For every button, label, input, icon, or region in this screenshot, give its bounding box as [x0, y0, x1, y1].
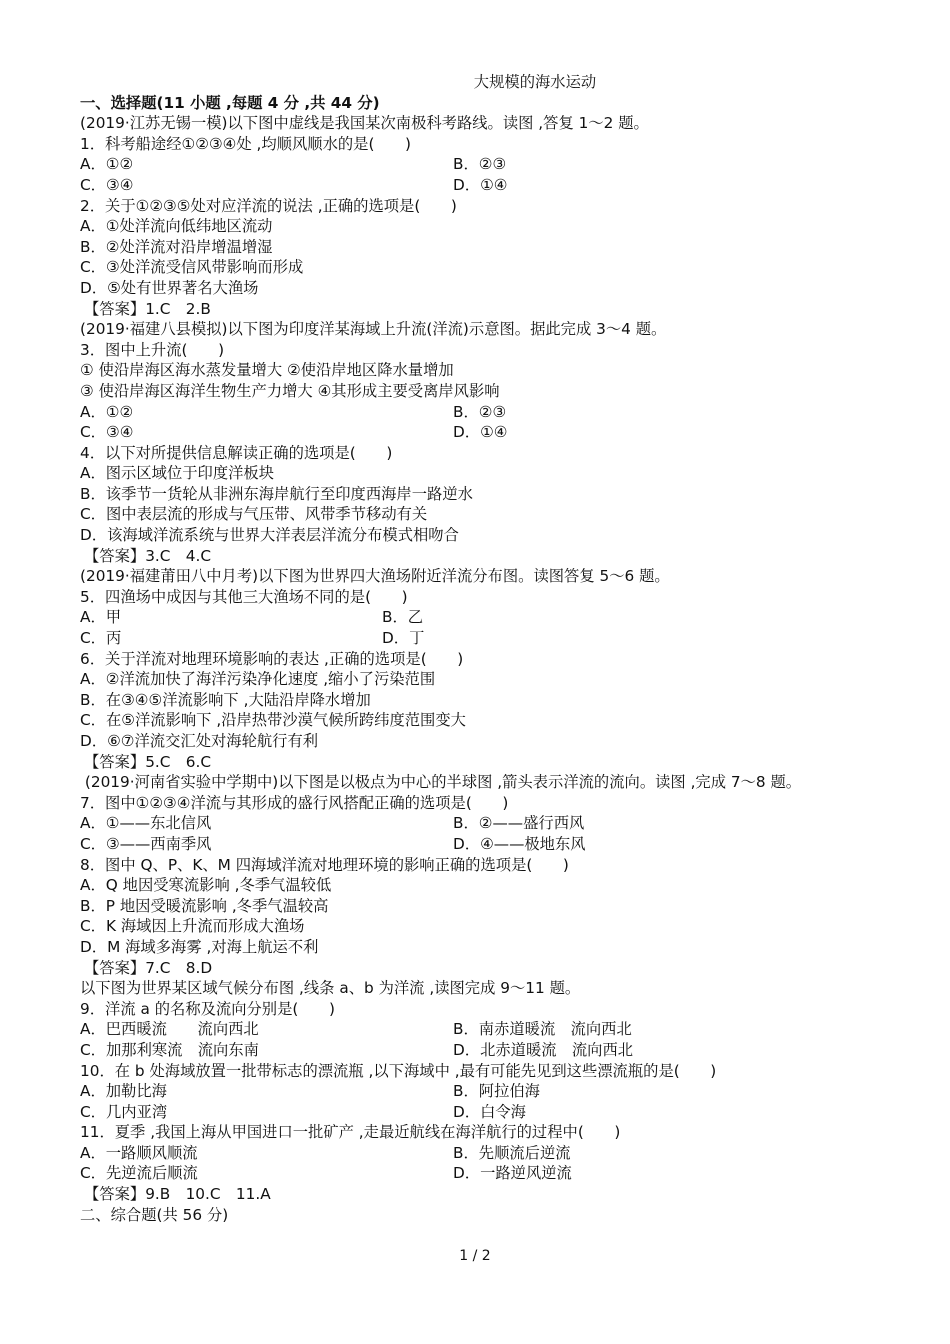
question-group-intro: 以下图为世界某区域气候分布图 ,线条 a、b 为洋流 ,读图完成 9～11 题。 — [80, 979, 581, 998]
option-row — [80, 402, 880, 423]
option-b: B．②——盛行西风 — [453, 814, 585, 833]
section-heading-comprehensive: 二、综合题(共 56 分) — [80, 1205, 229, 1224]
option-row — [80, 1163, 880, 1184]
question-stem: 5．四渔场中成因与其他三大渔场不同的是( ) — [80, 587, 408, 606]
option-d: D．北赤道暖流 流向西北 — [453, 1040, 634, 1059]
answer-line: 【答案】9.B 10.C 11.A — [84, 1185, 271, 1204]
option-c: C．③处洋流受信风带影响而形成 — [80, 258, 304, 277]
option-c: C．丙 — [80, 629, 122, 648]
question-group-intro: (2019·江苏无锡一模)以下图中虚线是我国某次南极科考路线。读图 ,答复 1～2 题。 — [80, 114, 649, 133]
option-a: A．Q 地因受寒流影响 ,冬季气温较低 — [80, 876, 332, 895]
question-stem: 11．夏季 ,我国上海从甲国进口一批矿产 ,走最近航线在海洋航行的过程中( ) — [80, 1123, 621, 1142]
option-a: A．①② — [80, 402, 134, 421]
question-group-intro: (2019·河南省实验中学期中)以下图是以极点为中心的半球图 ,箭头表示洋流的流向。读图 ,完成 7～8 题。 — [80, 773, 802, 792]
question-stem: 9．洋流 a 的名称及流向分别是( ) — [80, 999, 335, 1018]
option-a: A．加勒比海 — [80, 1082, 167, 1101]
page-number: 1 / 2 — [459, 1248, 491, 1264]
question-stem: 8．图中 Q、P、K、M 四海域洋流对地理环境的影响正确的选项是( ) — [80, 855, 569, 874]
question-stem: 10．在 b 处海域放置一批带标志的漂流瓶 ,以下海域中 ,最有可能先见到这些漂流瓶的是( ) — [80, 1061, 717, 1080]
answer-line: 【答案】5.C 6.C — [84, 752, 212, 771]
option-row — [80, 813, 880, 834]
option-d: D．④——极地东风 — [453, 834, 586, 853]
option-b: B．乙 — [382, 608, 424, 627]
answer-line: 【答案】3.C 4.C — [84, 546, 212, 565]
document-body — [80, 72, 880, 1225]
option-a: A．图示区域位于印度洋板块 — [80, 464, 275, 483]
question-stem: 1．科考船途经①②③④处 ,均顺风顺水的是( ) — [80, 134, 411, 153]
option-b: B．该季节一货轮从非洲东海岸航行至印度西海岸一路逆水 — [80, 484, 473, 503]
option-d: D．⑥⑦洋流交汇处对海轮航行有利 — [80, 732, 319, 750]
option-a: A．一路顺风顺流 — [80, 1143, 198, 1162]
option-d: D．①④ — [453, 175, 508, 194]
option-c: C．在⑤洋流影响下 ,沿岸热带沙漠气候所跨纬度范围变大 — [80, 711, 466, 730]
answer-line: 【答案】1.C 2.B — [84, 299, 211, 318]
option-row — [80, 628, 880, 649]
option-d: D．①④ — [453, 423, 508, 442]
question-stem: 2．关于①②③⑤处对应洋流的说法 ,正确的选项是( ) — [80, 196, 457, 215]
option-d: D．丁 — [382, 629, 425, 648]
option-c: C．几内亚湾 — [80, 1102, 168, 1121]
question-stem: 6．关于洋流对地理环境影响的表达 ,正确的选项是( ) — [80, 649, 464, 668]
option-d: D．该海域洋流系统与世界大洋表层洋流分布模式相吻合 — [80, 526, 459, 545]
option-c: C．K 海域因上升流而形成大渔场 — [80, 917, 305, 936]
question-stem: 4．以下对所提供信息解读正确的选项是( ) — [80, 443, 393, 462]
option-row — [80, 1040, 880, 1061]
option-row — [80, 1019, 880, 1040]
option-row — [80, 175, 880, 196]
option-a: A．②洋流加快了海洋污染净化速度 ,缩小了污染范围 — [80, 670, 436, 689]
option-a: A．甲 — [80, 608, 122, 627]
statement-list: ① 使沿岸海区海水蒸发量增大 ②使沿岸地区降水量增加 — [80, 361, 454, 380]
option-row — [80, 422, 880, 443]
option-c: C．先逆流后顺流 — [80, 1164, 198, 1183]
option-row — [80, 1102, 880, 1123]
option-row — [80, 1143, 880, 1164]
section-heading-choice: 一、选择题(11 小题 ,每题 4 分 ,共 44 分) — [80, 93, 380, 112]
option-b: B．先顺流后逆流 — [453, 1143, 571, 1162]
option-row — [80, 154, 880, 175]
option-b: B．②③ — [453, 155, 507, 174]
option-a: A．①——东北信风 — [80, 814, 212, 833]
option-c: C．图中表层流的形成与气压带、风带季节移动有关 — [80, 505, 428, 524]
option-c: C．③④ — [80, 175, 134, 194]
option-b: B．南赤道暖流 流向西北 — [453, 1020, 632, 1039]
option-d: D．一路逆风逆流 — [453, 1164, 572, 1183]
option-row — [80, 834, 880, 855]
question-stem: 7．图中①②③④洋流与其形成的盛行风搭配正确的选项是( ) — [80, 793, 509, 812]
option-d: D．⑤处有世界著名大渔场 — [80, 278, 259, 297]
page-title: 大规模的海水运动 — [473, 73, 597, 91]
option-a: A．巴西暖流 流向西北 — [80, 1020, 259, 1039]
option-a: A．①处洋流向低纬地区流动 — [80, 217, 273, 236]
option-b: B．②处洋流对沿岸增温增湿 — [80, 237, 273, 256]
option-b: B．阿拉伯海 — [453, 1082, 540, 1101]
option-a: A．①② — [80, 155, 134, 174]
option-b: B．P 地因受暖流影响 ,冬季气温较高 — [80, 896, 329, 915]
answer-line: 【答案】7.C 8.D — [84, 958, 213, 977]
option-b: B．在③④⑤洋流影响下 ,大陆沿岸降水增加 — [80, 690, 371, 709]
option-row — [80, 1081, 880, 1102]
option-d: D．白令海 — [453, 1102, 526, 1121]
question-group-intro: (2019·福建莆田八中月考)以下图为世界四大渔场附近洋流分布图。读图答复 5～6 题。 — [80, 567, 670, 586]
option-d: D．M 海域多海雾 ,对海上航运不利 — [80, 937, 319, 956]
option-c: C．③④ — [80, 423, 134, 442]
question-group-intro: (2019·福建八县模拟)以下图为印度洋某海域上升流(洋流)示意图。据此完成 3～4 题。 — [80, 320, 667, 339]
statement-list: ③ 使沿岸海区海洋生物生产力增大 ④其形成主要受离岸风影响 — [80, 381, 500, 400]
option-row — [80, 607, 880, 628]
option-c: C．加那利寒流 流向东南 — [80, 1040, 259, 1059]
option-b: B．②③ — [453, 402, 507, 421]
option-c: C．③——西南季风 — [80, 834, 212, 853]
question-stem: 3．图中上升流( ) — [80, 340, 225, 359]
